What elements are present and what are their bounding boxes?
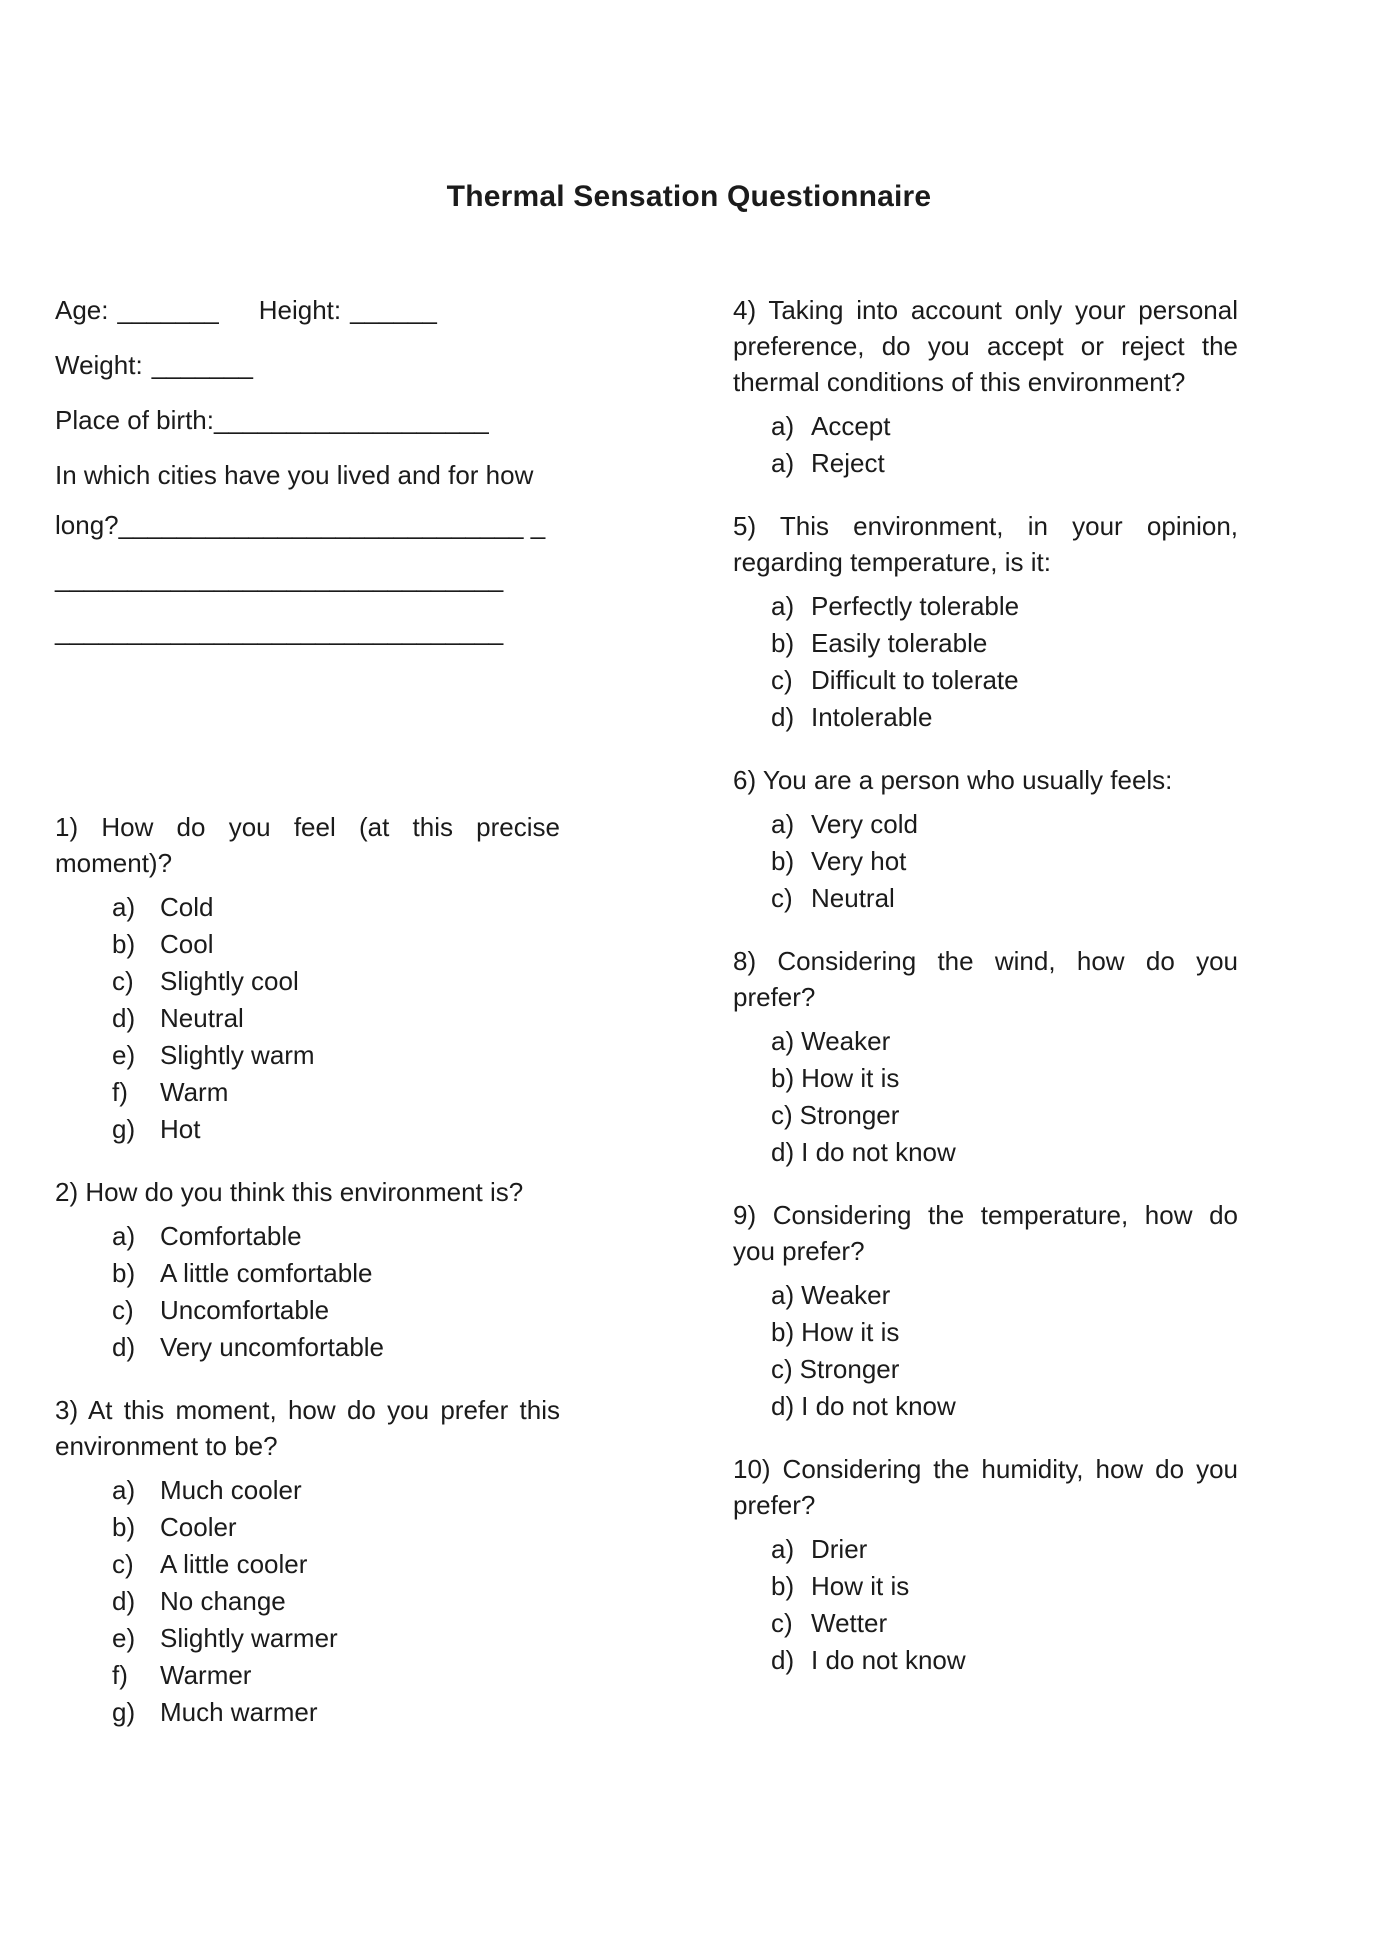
option-label: Comfortable	[160, 1221, 302, 1251]
question-block	[733, 1197, 1238, 1425]
option-letter: b)	[771, 1317, 795, 1347]
option-label: Slightly warm	[160, 1040, 315, 1070]
option-row	[733, 588, 1238, 625]
option-label: A little cooler	[160, 1549, 308, 1579]
option-label: How it is	[801, 1317, 900, 1347]
option-row	[733, 880, 1238, 917]
option-letter: b)	[771, 846, 795, 876]
option-label: I do not know	[801, 1137, 956, 1167]
option-label: No change	[160, 1586, 286, 1616]
answer-blank-line: _______________________________	[55, 616, 504, 646]
option-label: Accept	[811, 411, 891, 441]
question-text: 2) How do you think this environment is?	[55, 1177, 524, 1207]
option-label: Difficult to tolerate	[811, 665, 1019, 695]
option-letter: b)	[112, 1258, 136, 1288]
option-letter: b)	[771, 628, 795, 658]
option-label: Perfectly tolerable	[811, 591, 1020, 621]
option-row	[733, 1531, 1238, 1568]
option-row	[733, 699, 1238, 736]
option-row	[733, 1023, 1238, 1060]
question-text: 6) You are a person who usually feels:	[733, 765, 1173, 795]
option-label: Reject	[811, 448, 885, 478]
option-row	[733, 1388, 1238, 1425]
question-block	[733, 943, 1238, 1171]
option-letter: d)	[771, 1137, 795, 1167]
option-letter: a)	[771, 411, 795, 441]
option-label: Slightly cool	[160, 966, 299, 996]
option-row	[733, 1605, 1238, 1642]
option-label: Cooler	[160, 1512, 237, 1542]
option-label: Cool	[160, 929, 214, 959]
question-text: 8) Considering the wind, how do you prefer?	[733, 946, 1238, 1012]
option-label: Very cold	[811, 809, 918, 839]
question-block	[733, 1451, 1238, 1679]
option-row	[55, 1329, 560, 1366]
option-letter: b)	[112, 1512, 136, 1542]
option-row	[55, 1074, 560, 1111]
option-row	[733, 806, 1238, 843]
question-block	[733, 292, 1238, 482]
options-list	[733, 1277, 1238, 1425]
option-letter: d)	[771, 1645, 795, 1675]
option-row	[733, 662, 1238, 699]
option-row	[55, 1472, 560, 1509]
option-label: Drier	[811, 1534, 868, 1564]
option-letter: d)	[112, 1586, 136, 1616]
option-letter: a)	[112, 1221, 136, 1251]
cities-question-line2	[55, 507, 560, 543]
option-row	[733, 1642, 1238, 1679]
age-label: Age:	[55, 295, 109, 325]
place-of-birth-blank-line: ___________________	[213, 405, 489, 435]
how-long-blank-line: ____________________________ _	[118, 510, 546, 540]
options-list	[55, 1218, 560, 1366]
option-letter: d)	[112, 1332, 136, 1362]
question-text: 5) This environment, in your opinion, regarding temperature, is it:	[733, 511, 1238, 577]
left-column	[55, 292, 560, 1731]
question-block	[55, 1392, 560, 1731]
options-list	[733, 1531, 1238, 1679]
option-letter: c)	[771, 665, 793, 695]
option-row	[55, 1620, 560, 1657]
option-row	[55, 1255, 560, 1292]
option-row	[55, 889, 560, 926]
option-label: Weaker	[801, 1026, 891, 1056]
option-letter: c)	[771, 883, 793, 913]
option-letter: f)	[112, 1660, 128, 1690]
options-list	[733, 408, 1238, 482]
option-letter: a)	[771, 448, 795, 478]
option-row	[55, 1509, 560, 1546]
right-question-list	[733, 292, 1238, 1679]
option-label: I do not know	[811, 1645, 966, 1675]
option-letter: b)	[771, 1571, 795, 1601]
option-letter: a)	[771, 1026, 795, 1056]
option-row	[733, 1568, 1238, 1605]
right-column	[733, 292, 1238, 1679]
option-label: Much warmer	[160, 1697, 318, 1727]
options-list	[733, 588, 1238, 736]
option-row	[55, 1037, 560, 1074]
option-letter: b)	[112, 929, 136, 959]
option-row	[733, 408, 1238, 445]
option-letter: c)	[112, 1295, 134, 1325]
personal-info-section	[55, 292, 560, 649]
option-letter: f)	[112, 1077, 128, 1107]
question-text: 9) Considering the temperature, how do you prefer?	[733, 1200, 1238, 1266]
option-letter: c)	[112, 1549, 134, 1579]
option-letter: c)	[112, 966, 134, 996]
option-letter: a)	[112, 892, 136, 922]
place-of-birth-row	[55, 402, 560, 438]
how-long-label: long?	[55, 510, 119, 540]
option-letter: d)	[771, 1391, 795, 1421]
option-letter: d)	[771, 702, 795, 732]
option-letter: e)	[112, 1623, 136, 1653]
option-label: Stronger	[799, 1354, 900, 1384]
option-row	[733, 625, 1238, 662]
option-letter: b)	[771, 1063, 795, 1093]
option-label: Uncomfortable	[160, 1295, 330, 1325]
option-row	[55, 1218, 560, 1255]
option-letter: a)	[112, 1475, 136, 1505]
question-block	[733, 762, 1238, 917]
options-list	[55, 889, 560, 1148]
place-of-birth-label: Place of birth:	[55, 405, 214, 435]
age-height-row	[55, 292, 560, 328]
option-label: A little comfortable	[160, 1258, 373, 1288]
option-label: Warmer	[160, 1660, 252, 1690]
option-letter: a)	[771, 1280, 795, 1310]
option-label: How it is	[801, 1063, 900, 1093]
option-label: I do not know	[801, 1391, 956, 1421]
weight-label: Weight:	[55, 350, 143, 380]
option-letter: a)	[771, 809, 795, 839]
option-row	[55, 926, 560, 963]
left-question-list	[55, 809, 560, 1731]
options-list	[55, 1472, 560, 1731]
option-letter: e)	[112, 1040, 136, 1070]
page-title: Thermal Sensation Questionnaire	[446, 180, 932, 213]
option-row	[733, 1060, 1238, 1097]
option-label: Very uncomfortable	[160, 1332, 385, 1362]
options-list	[733, 1023, 1238, 1171]
question-block	[55, 809, 560, 1148]
height-label: Height:	[258, 295, 342, 325]
option-letter: a)	[771, 591, 795, 621]
option-row	[733, 1314, 1238, 1351]
option-label: Cold	[160, 892, 214, 922]
option-row	[55, 1546, 560, 1583]
question-block	[55, 1174, 560, 1366]
option-label: Neutral	[160, 1003, 244, 1033]
option-row	[55, 1000, 560, 1037]
option-label: Weaker	[801, 1280, 891, 1310]
option-row	[55, 1657, 560, 1694]
option-letter: c)	[771, 1100, 793, 1130]
cities-question-line1: In which cities have you lived and for how	[55, 460, 534, 490]
option-row	[733, 1097, 1238, 1134]
option-label: Neutral	[811, 883, 895, 913]
option-row	[733, 1351, 1238, 1388]
question-text: 3) At this moment, how do you prefer this environment to be?	[55, 1395, 560, 1461]
option-label: Easily tolerable	[811, 628, 988, 658]
question-text: 10) Considering the humidity, how do you prefer?	[733, 1454, 1238, 1520]
option-row	[55, 1292, 560, 1329]
option-row	[55, 1694, 560, 1731]
option-letter: g)	[112, 1114, 136, 1144]
question-text: 1) How do you feel (at this precise moment)?	[55, 812, 560, 878]
option-row	[733, 1134, 1238, 1171]
option-letter: g)	[112, 1697, 136, 1727]
option-label: Slightly warmer	[160, 1623, 338, 1653]
options-list	[733, 806, 1238, 917]
option-letter: c)	[771, 1354, 793, 1384]
two-column-layout	[0, 292, 1378, 1731]
option-row	[733, 1277, 1238, 1314]
option-label: Much cooler	[160, 1475, 302, 1505]
option-row	[733, 445, 1238, 482]
option-row	[733, 843, 1238, 880]
question-text: 4) Taking into account only your personal preference, do you accept or reject the thermal conditions of this environment?	[733, 295, 1238, 397]
age-blank-line: _______	[117, 295, 219, 325]
option-letter: c)	[771, 1608, 793, 1638]
option-row	[55, 1111, 560, 1148]
option-row	[55, 1583, 560, 1620]
weight-row	[55, 347, 560, 383]
option-letter: d)	[112, 1003, 136, 1033]
option-label: Hot	[160, 1114, 201, 1144]
answer-blank-line: _______________________________	[55, 563, 504, 593]
weight-blank-line: _______	[151, 350, 253, 380]
option-label: Wetter	[811, 1608, 888, 1638]
height-blank-line: ______	[350, 295, 437, 325]
option-label: Intolerable	[811, 702, 933, 732]
option-letter: a)	[771, 1534, 795, 1564]
option-label: Very hot	[811, 846, 907, 876]
question-block	[733, 508, 1238, 736]
option-label: Stronger	[799, 1100, 900, 1130]
option-row	[55, 963, 560, 1000]
option-label: Warm	[160, 1077, 229, 1107]
option-label: How it is	[811, 1571, 910, 1601]
